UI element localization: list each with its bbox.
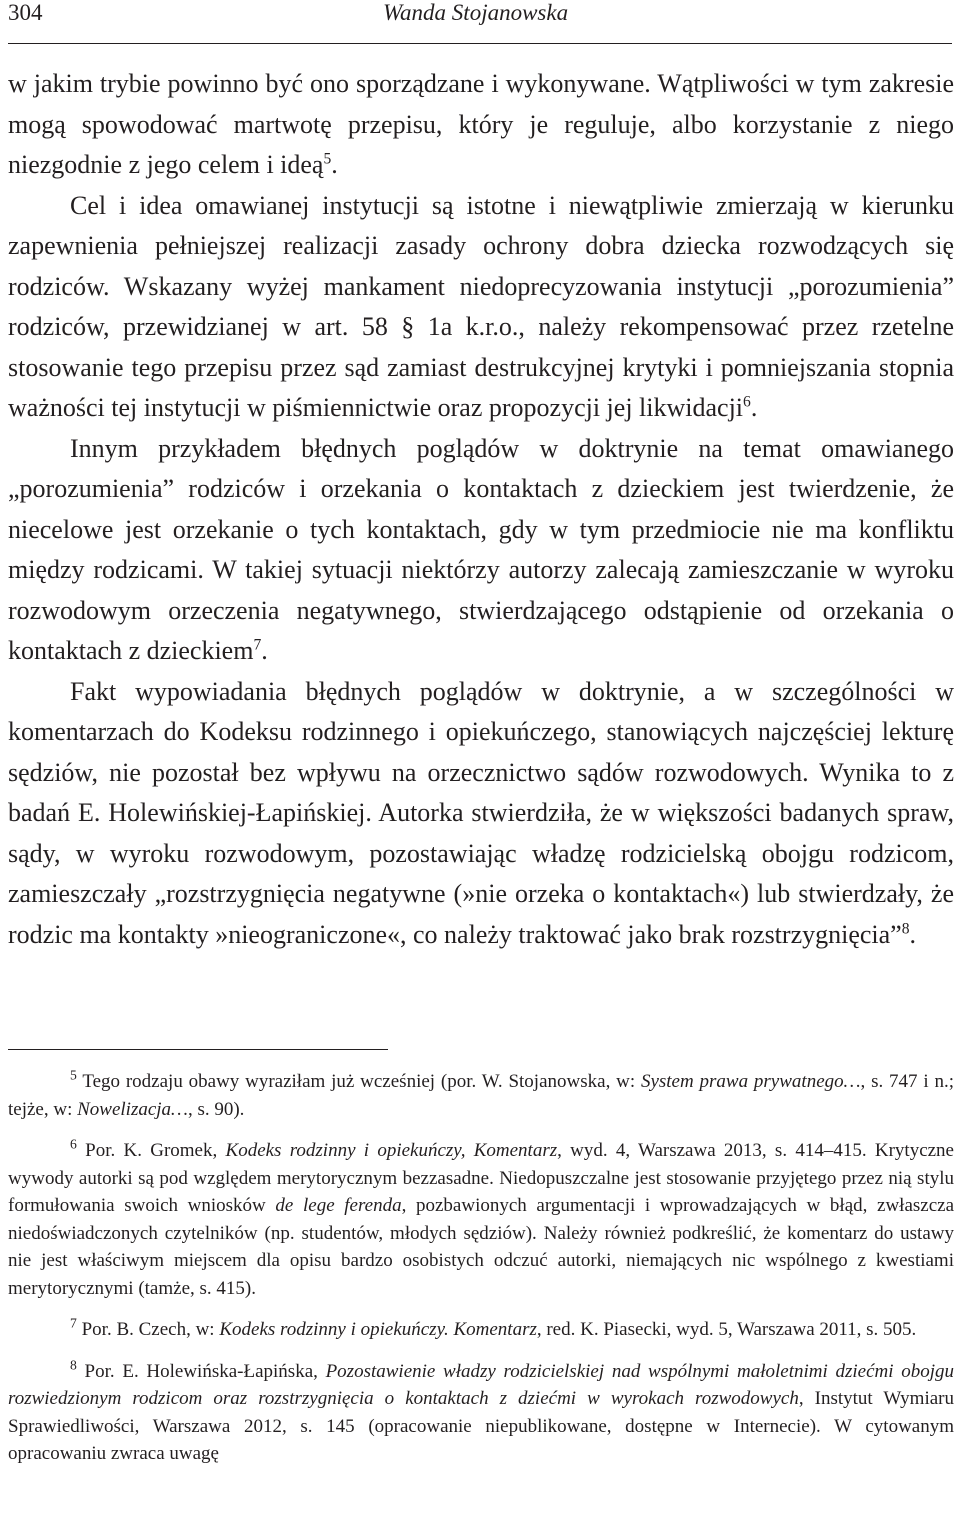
paragraph-1-text: w jakim trybie powinno być ono sporządzane i wykonywane. Wątpliwości w tym zakresie mogą spowodować martwotę przepisu, który je reguluje, albo korzystanie z niego niezgodnie z jego celem i ideą [8, 69, 954, 179]
paragraph-3 [8, 429, 954, 672]
footnote-8-text-a: Por. E. Holewińska-Łapińska, [84, 1360, 326, 1382]
footnote-5-text-a: Tego rodzaju obawy wyraziłam już wcześniej (por. W. Stojanowska, w: [82, 1071, 641, 1092]
paragraph-2 [8, 186, 954, 429]
footnote-8-text-b: , Instytut Wymiaru Sprawiedliwości, Warszawa 2012, s. 145 (opracowanie niepublikowane, dostępne w Internecie). W cytowanym opracowaniu zwraca uwagę [8, 1388, 955, 1464]
footnote-7-title-1: Kodeks rodzinny i opiekuńczy. Komentarz [219, 1319, 537, 1340]
paragraph-1-end: . [331, 150, 338, 179]
paragraph-4 [8, 672, 954, 956]
footnote-ref-8: 8 [901, 919, 910, 937]
footnote-5 [8, 1068, 954, 1123]
footnote-8-number: 8 [70, 1357, 77, 1373]
paragraph-4-text: Fakt wypowiadania błędnych poglądów w doktrynie, a w szczególności w komentarzach do Kodeksu rodzinnego i opiekuńczego, stanowiących najczęściej lekturę sędziów, nie pozostał bez wpływu na orzecznictwo sądów rozwodowych. Wynika to z badań E. Holewińskiej-Łapińskiej. Autorka stwierdziła, że w większości badanych spraw, sądy, w wyroku rozwodowym, pozostawiając władzę rodzicielską obojgu rodzicom, zamieszczały „rozstrzygnięcia negatywne (»nie orzeka o kontaktach«) lub stwierdzały, że rodzic ma kontakty »nieograniczone«, co należy traktować jako brak rozstrzygnięcia” [8, 676, 954, 949]
footnote-6-title-2: de lege ferenda [275, 1195, 402, 1216]
footnote-5-title-2: Nowelizacja… [77, 1098, 188, 1120]
page-number: 304 [8, 0, 43, 25]
footnote-6-number: 6 [70, 1136, 77, 1152]
main-text [8, 64, 954, 955]
footnote-6-title-1: Kodeks rodzinny i opiekuńczy, Komentarz [225, 1140, 558, 1161]
paragraph-1 [8, 64, 954, 186]
footnote-5-title-1: System prawa prywatnego… [640, 1071, 861, 1092]
paragraph-2-end: . [750, 393, 758, 422]
footnote-ref-5: 5 [323, 150, 332, 168]
footnote-ref-7: 7 [253, 636, 262, 654]
footnote-ref-6: 6 [743, 393, 751, 411]
footnote-7-text-b: , red. K. Piasecki, wyd. 5, Warszawa 2011, s. 505. [536, 1319, 917, 1340]
header-rule [8, 43, 952, 44]
page-header [8, 0, 952, 32]
footnote-5-number: 5 [70, 1067, 77, 1083]
footnote-6-text-c: , pozbawionych argumentacji i wprowadzających w błąd, zwłaszcza niedoświadczonych czytelników (np. studentów, młodych sędziów). Należy również podkreślić, że komentarz do ustawy nie jest właściwym miejscem dla opisu bardzo osobistych odczuć autorki, niemających nic wspólnego z kwestiami merytorycznymi (tamże, s. 415). [8, 1195, 955, 1299]
paragraph-3-text: Innym przykładem błędnych poglądów w doktrynie na temat omawianego „porozumienia” rodziców i orzekania o kontaktach z dzieckiem jest twierdzenie, że niecelowe jest orzekanie o tych kontaktach, gdy w tym przedmiocie nie ma konfliktu między rodzicami. W takiej sytuacji niektórzy autorzy zalecają zamieszczanie w wyroku rozwodowym orzeczenia negatywnego, stwierdzającego odstąpienie od orzekania o kontaktach z dzieckiem [8, 433, 954, 665]
footnote-7 [8, 1316, 954, 1344]
footnote-8 [8, 1358, 954, 1468]
running-head-author: Wanda Stojanowska [383, 0, 569, 25]
footnote-6-text-b: , wyd. 4, Warszawa 2013, s. 414–415. Krytyczne wywody autorki są pod względem merytorycznym bezzasadne. Niedopuszczalne jest stosowanie przyjętego przez nią stylu formułowania swoich wniosków [8, 1140, 954, 1216]
footnote-7-number: 7 [70, 1315, 77, 1331]
footnote-separator [8, 1049, 388, 1050]
footnote-6 [8, 1137, 954, 1302]
footnote-8-title-1: Pozostawienie władzy rodzicielskiej nad wspólnymi małoletnimi dziećmi obojgu rozwiedzionym rodzicom oraz rozstrzygnięcia o kontaktach z dziećmi w wyrokach rozwodowych [8, 1360, 954, 1409]
footnote-6-text-a: Por. K. Gromek, [85, 1140, 226, 1161]
paragraph-4-end: . [909, 919, 917, 949]
footnote-7-text-a: Por. B. Czech, w: [81, 1319, 220, 1340]
footnotes [8, 1068, 954, 1482]
footnote-5-text-c: , s. 90). [187, 1098, 245, 1120]
paragraph-2-text: Cel i idea omawianej instytucji są istotne i niewątpliwie zmierzają w kierunku zapewnienia pełniejszej realizacji zasady ochrony dobra dziecka rozwodzących się rodziców. Wskazany wyżej mankament niedoprecyzowania instytucji „porozumienia” rodziców, przewidzianej w art. 58 § 1a k.r.o., należy rekompensować przez rzetelne stosowanie tego przepisu przez sąd zamiast destrukcyjnej krytyki i pomniejszania stopnia ważności tej instytucji w piśmiennictwie oraz propozycji jej likwidacji [8, 190, 954, 422]
paragraph-3-end: . [261, 636, 268, 665]
footnote-5-text-b: , s. 747 i n.; tejże, w: [8, 1071, 955, 1120]
